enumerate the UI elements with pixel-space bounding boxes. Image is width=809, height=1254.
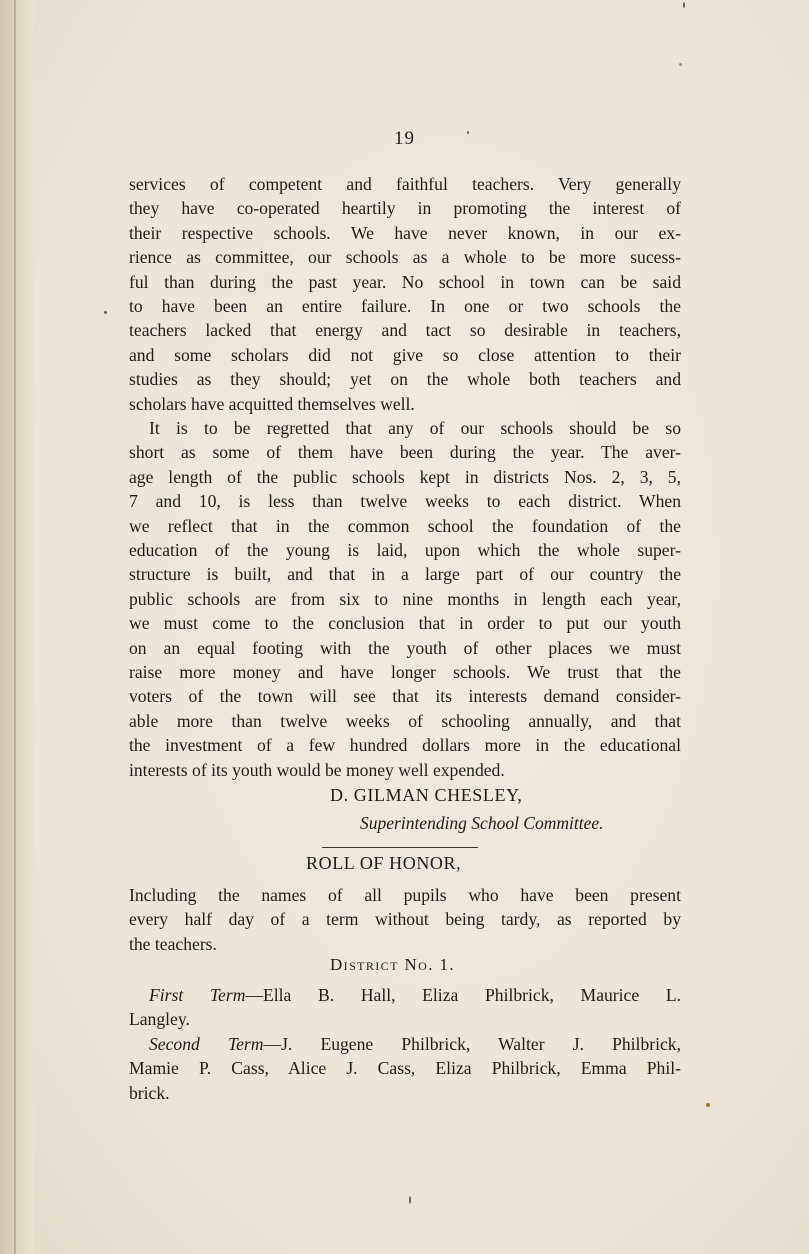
- text-line: on an equal footing with the youth of other places we must: [129, 637, 681, 658]
- term-entry: [129, 1032, 681, 1056]
- text-line: public schools are from six to nine months in length each year,: [129, 588, 681, 609]
- text-line: ful than during the past year. No school in town can be said: [129, 271, 681, 292]
- text-line: studies as they should; yet on the whole both teachers and: [129, 369, 681, 390]
- paper-speck: [683, 2, 685, 8]
- term-names: —Ella B. Hall, Eliza Philbrick, Maurice L.: [245, 985, 681, 1005]
- text-line: voters of the town will see that its interests demand consider-: [129, 686, 681, 707]
- text-line: 7 and 10, is less than twelve weeks to each district. When: [129, 491, 681, 512]
- paragraph-2: [129, 416, 681, 782]
- signature-name: D. GILMAN CHESLEY,: [330, 785, 523, 805]
- term-list: [129, 983, 681, 1105]
- text-line: the teachers.: [129, 933, 217, 954]
- term-names: —J. Eugene Philbrick, Walter J. Philbrick,: [263, 1033, 681, 1054]
- text-line: services of competent and faithful teachers. Very generally: [129, 174, 681, 194]
- paper-speck: [706, 1103, 710, 1107]
- binding-shadow-line: [14, 0, 16, 1254]
- text-line: able more than twelve weeks of schooling annually, and that: [129, 710, 681, 731]
- text-line: rience as committee, our schools as a whole to be more sucess-: [129, 247, 681, 268]
- text-line: structure is built, and that in a large part of our country the: [129, 564, 681, 585]
- text-line: short as some of them have been during the year. The aver-: [129, 442, 681, 463]
- roll-of-honor-heading: ROLL OF HONOR,: [306, 853, 462, 873]
- paragraph-1: [129, 172, 681, 416]
- signature-title: Superintending School Committee.: [360, 813, 604, 833]
- paper-speck: [679, 63, 682, 66]
- text-line: and some scholars did not give so close attention to their: [129, 344, 681, 365]
- paper-speck: [104, 311, 107, 314]
- text-line: brick.: [129, 1082, 170, 1103]
- text-line: they have co-operated heartily in promoting the interest of: [129, 198, 681, 219]
- text-line: age length of the public schools kept in districts Nos. 2, 3, 5,: [129, 466, 681, 487]
- text-line: raise more money and have longer schools. We trust that the: [129, 662, 681, 683]
- text-line: scholars have acquitted themselves well.: [129, 393, 415, 414]
- text-line: every half day of a term without being tardy, as reported by: [129, 909, 681, 930]
- text-line: teachers lacked that energy and tact so desirable in teachers,: [129, 320, 681, 341]
- paper-speck: [409, 1196, 411, 1204]
- page-number: 19: [394, 128, 415, 149]
- text-line: we must come to the conclusion that in order to put our youth: [129, 613, 681, 634]
- roll-of-honor-intro: [129, 883, 681, 956]
- text-line: interests of its youth would be money well expended.: [129, 759, 505, 780]
- text-line: we reflect that in the common school the foundation of the: [129, 515, 681, 536]
- term-entry: [129, 983, 681, 1007]
- text-line: to have been an entire failure. In one or two schools the: [129, 296, 681, 317]
- text-line: Langley.: [129, 1009, 190, 1030]
- page-binding-edge: [0, 0, 34, 1254]
- section-divider: [322, 847, 478, 848]
- term-label: First Term: [149, 985, 246, 1005]
- district-heading: District No. 1.: [330, 955, 456, 974]
- text-line: It is to be regretted that any of our schools should be so: [149, 418, 681, 438]
- term-label: Second Term: [149, 1033, 264, 1054]
- text-line: education of the young is laid, upon which the whole super-: [129, 540, 681, 561]
- text-line: their respective schools. We have never known, in our ex-: [129, 222, 681, 243]
- text-line: Mamie P. Cass, Alice J. Cass, Eliza Philbrick, Emma Phil-: [129, 1058, 681, 1079]
- text-line: Including the names of all pupils who have been present: [129, 885, 681, 905]
- text-line: the investment of a few hundred dollars more in the educational: [129, 735, 681, 756]
